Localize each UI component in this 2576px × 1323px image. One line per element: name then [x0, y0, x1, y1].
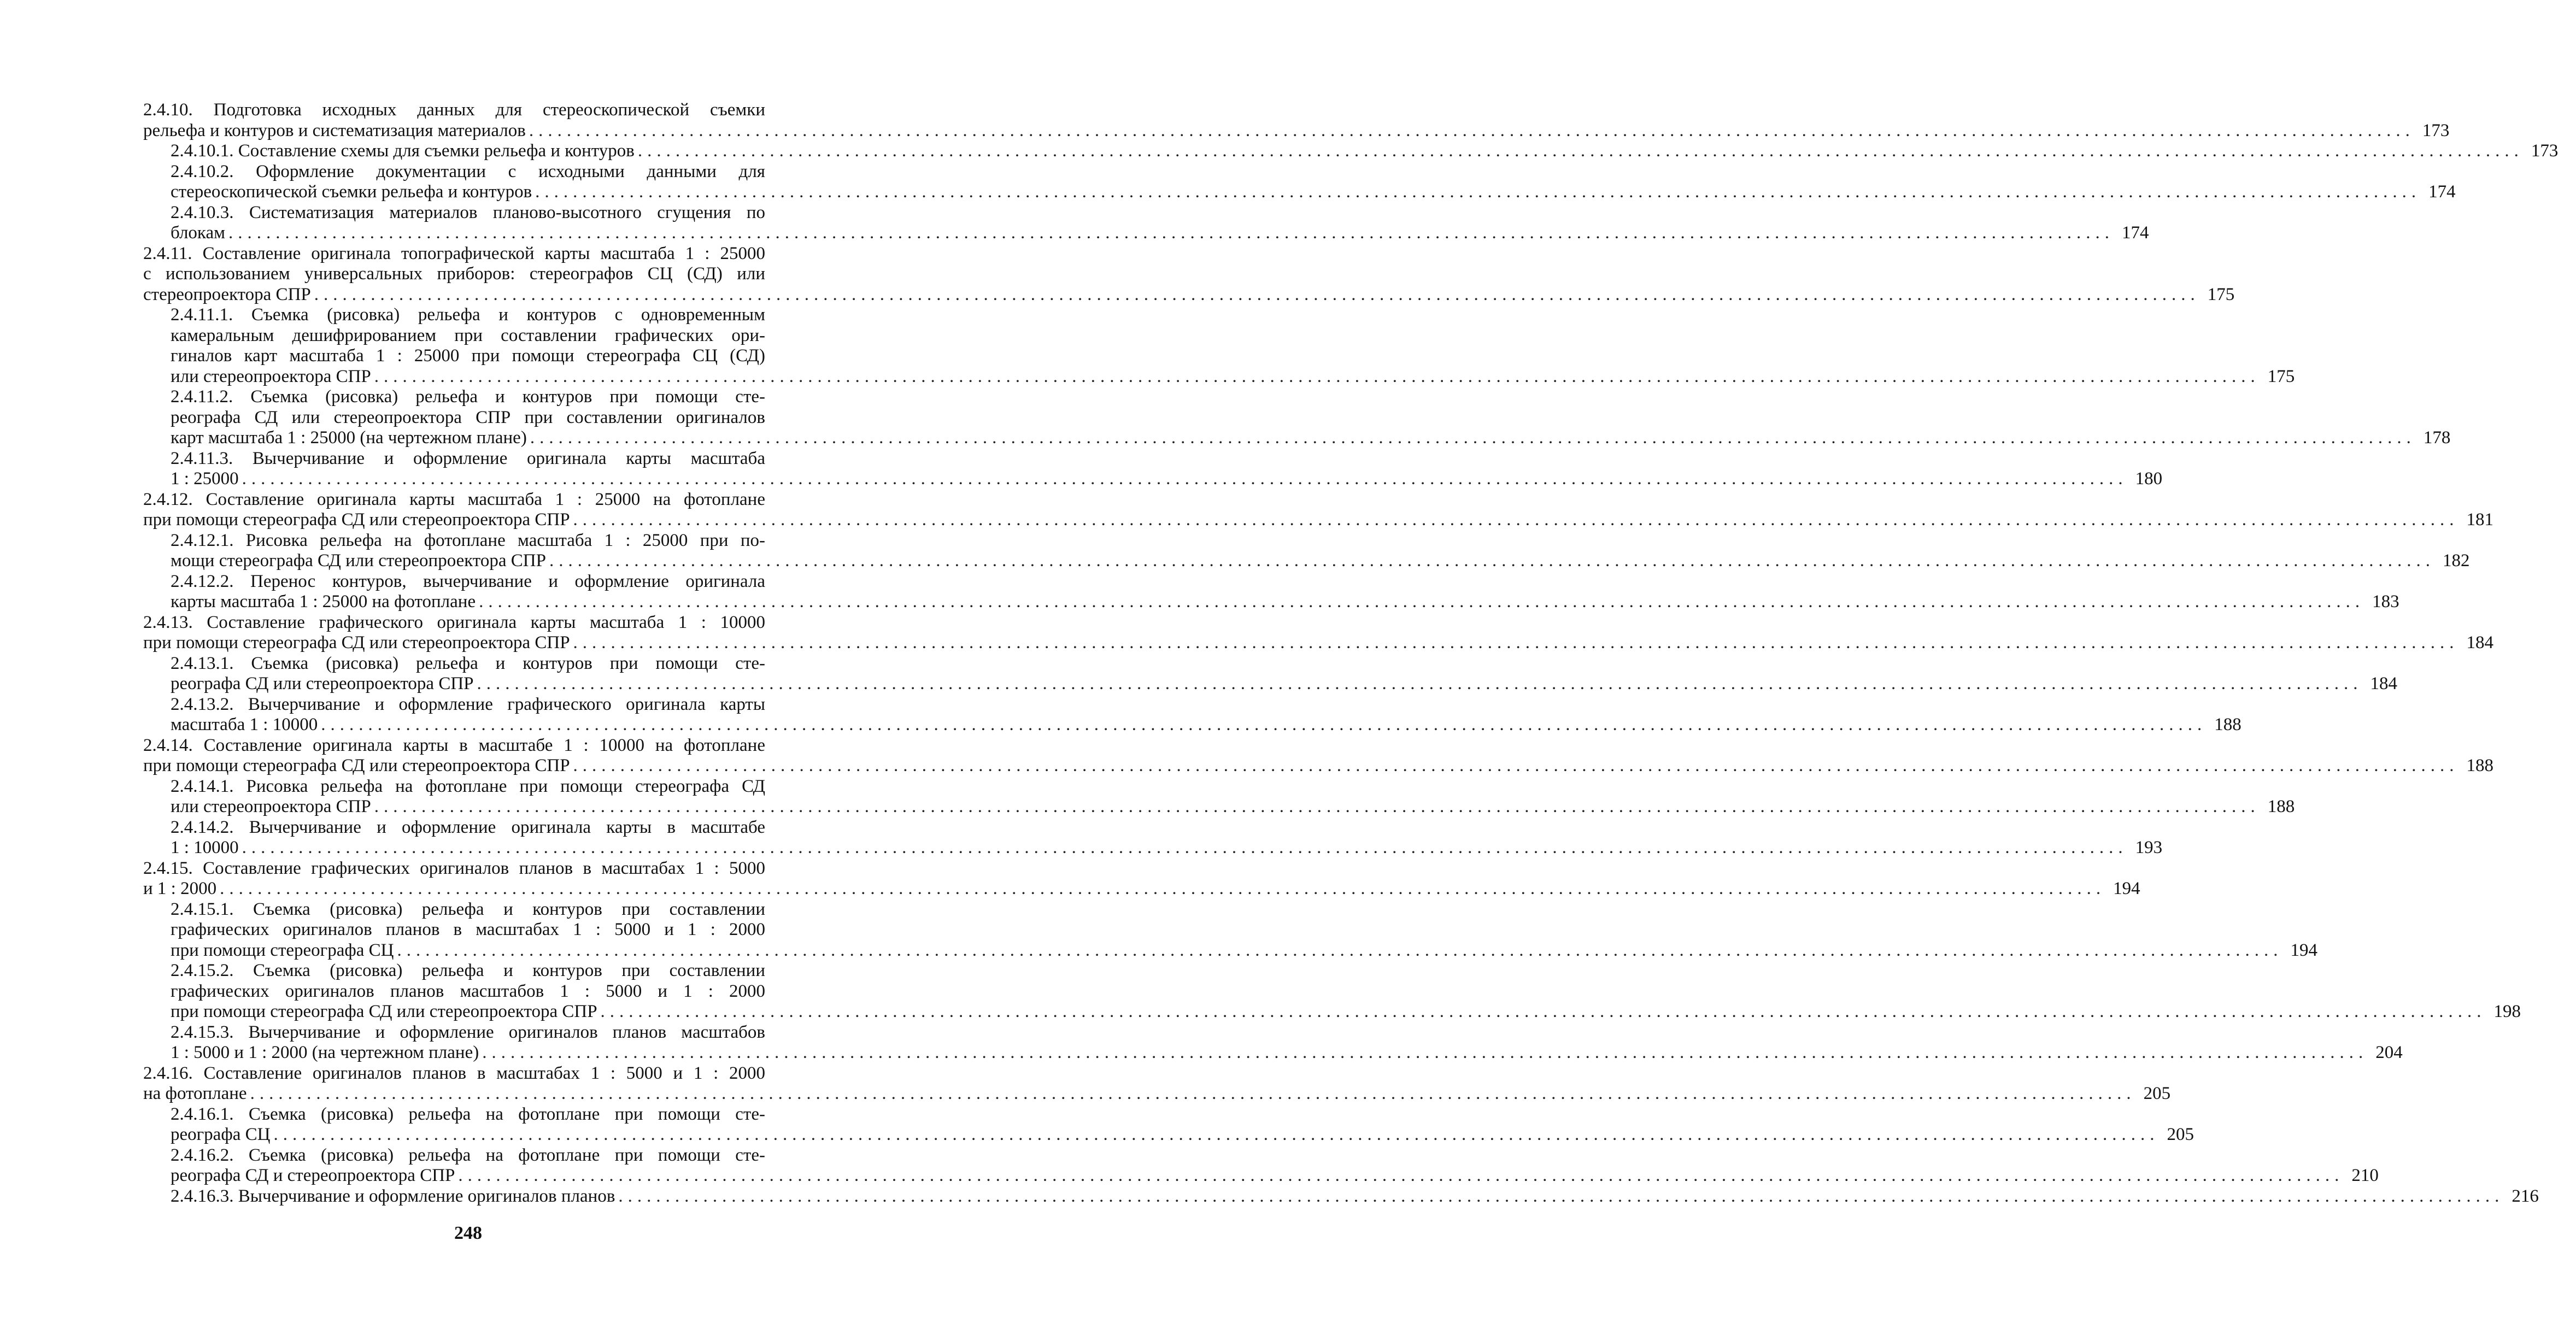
- toc-entry-last-line: [171, 1043, 2403, 1063]
- toc-entry-last-line: [171, 715, 2241, 736]
- toc-subsection-entry: [143, 817, 2163, 859]
- dot-leader: ........................................................................................................................................................................................................: [242, 838, 2128, 857]
- toc-entry-text: 2.4.16.3. Вычерчивание и оформление оригиналов планов: [171, 1186, 615, 1206]
- dot-leader: ........................................................................................................................................................................................................: [477, 674, 2363, 693]
- toc-entry-last-line: [171, 428, 2451, 449]
- dot-leader: ........................................................................................................................................................................................................: [228, 223, 2114, 243]
- dot-leader: ........................................................................................................................................................................................................: [549, 551, 2435, 571]
- toc-entry-text: 1 : 10000: [171, 838, 239, 857]
- dot-leader: ........................................................................................................................................................................................................: [458, 1166, 2344, 1185]
- table-of-contents: [143, 100, 2559, 1207]
- toc-entry-line: 2.4.11. Составление оригинала топографической карты масштаба 1 : 25000: [143, 243, 765, 263]
- toc-entry-text: 1 : 25000: [171, 469, 239, 489]
- dot-leader: ........................................................................................................................................................................................................: [573, 633, 2459, 652]
- toc-entry-line: 2.4.12.1. Рисовка рельефа на фотоплане масштаба 1 : 25000 при по-: [171, 530, 765, 550]
- toc-entry-text: стереоскопической съемки рельефа и контуров: [171, 182, 532, 202]
- toc-entry-last-line: [171, 797, 2295, 818]
- toc-entry-line: 2.4.10.3. Систематизация материалов планово-высотного сгущения по: [171, 202, 765, 222]
- toc-section-entry: [143, 735, 2494, 777]
- toc-entry-last-line: [171, 940, 2317, 961]
- toc-entry-last-line: [171, 182, 2456, 203]
- toc-page-number: 173: [2422, 120, 2450, 140]
- toc-subsection-entry: [143, 1022, 2403, 1063]
- toc-entry-text: при помощи стереографа СД или стереопроектора СПР: [143, 510, 570, 530]
- toc-entry-line: 2.4.15. Составление графических оригиналов планов в масштабах 1 : 5000: [143, 858, 765, 878]
- toc-entry-last-line: [171, 551, 2470, 572]
- toc-entry-line: 2.4.11.2. Съемка (рисовка) рельефа и контуров при помощи сте-: [171, 387, 765, 407]
- toc-page-number: 198: [2493, 1002, 2521, 1021]
- toc-page-number: 188: [2466, 756, 2494, 775]
- toc-page-number: 216: [2512, 1186, 2539, 1206]
- toc-page-number: 178: [2423, 428, 2451, 448]
- toc-entry-last-line: [143, 1084, 2171, 1104]
- toc-entry-last-line: [143, 633, 2494, 654]
- toc-entry-line: 2.4.16. Составление оригиналов планов в масштабах 1 : 5000 и 1 : 2000: [143, 1063, 765, 1083]
- dot-leader: ........................................................................................................................................................................................................: [374, 366, 2260, 386]
- toc-entry-line: гиналов карт масштаба 1 : 25000 при помощи стереографа СЦ (СД): [171, 346, 765, 366]
- toc-subsection-entry: [143, 694, 2241, 736]
- dot-leader: ........................................................................................................................................................................................................: [479, 592, 2365, 611]
- dot-leader: ........................................................................................................................................................................................................: [600, 1002, 2486, 1021]
- toc-subsection-entry: [143, 1186, 2539, 1207]
- toc-section-entry: [143, 1063, 2171, 1104]
- toc-page-number: 174: [2428, 182, 2456, 202]
- toc-entry-line: 2.4.14.2. Вычерчивание и оформление оригинала карты в масштабе: [171, 817, 765, 837]
- toc-page-number: 193: [2135, 838, 2163, 857]
- toc-entry-text: реографа СД или стереопроектора СПР: [171, 674, 474, 693]
- dot-leader: ........................................................................................................................................................................................................: [637, 141, 2524, 161]
- dot-leader: ........................................................................................................................................................................................................: [220, 879, 2106, 898]
- toc-page-number: 175: [2207, 284, 2235, 304]
- toc-entry-text: 1 : 5000 и 1 : 2000 (на чертежном плане): [171, 1043, 479, 1062]
- toc-page-number: 204: [2375, 1043, 2403, 1062]
- toc-subsection-entry: [143, 653, 2398, 695]
- toc-entry-line: 2.4.15.3. Вычерчивание и оформление оригиналов планов масштабов: [171, 1022, 765, 1042]
- dot-leader: ........................................................................................................................................................................................................: [482, 1043, 2368, 1062]
- dot-leader: ........................................................................................................................................................................................................: [321, 715, 2207, 734]
- toc-entry-text: при помощи стереографа СЦ: [171, 940, 394, 960]
- toc-entry-last-line: [171, 1002, 2521, 1022]
- toc-entry-text: или стереопроектора СПР: [171, 366, 371, 386]
- toc-entry-line: 2.4.14. Составление оригинала карты в масштабе 1 : 10000 на фотоплане: [143, 735, 765, 755]
- dot-leader: ........................................................................................................................................................................................................: [618, 1186, 2504, 1206]
- dot-leader: ........................................................................................................................................................................................................: [529, 120, 2415, 140]
- dot-leader: ........................................................................................................................................................................................................: [250, 1084, 2136, 1103]
- toc-entry-line: 2.4.16.2. Съемка (рисовка) рельефа на фотоплане при помощи сте-: [171, 1145, 765, 1165]
- dot-leader: ........................................................................................................................................................................................................: [530, 428, 2416, 448]
- toc-page-number: 194: [2113, 879, 2140, 898]
- toc-entry-last-line: [171, 469, 2163, 490]
- toc-entry-line: 2.4.12. Составление оригинала карты масштаба 1 : 25000 на фотоплане: [143, 489, 765, 509]
- toc-entry-line: 2.4.11.3. Вычерчивание и оформление оригинала карты масштаба: [171, 448, 765, 468]
- toc-entry-last-line: [143, 120, 2450, 142]
- toc-subsection-entry: [143, 571, 2399, 613]
- toc-entry-line: камеральным дешифрированием при составлении графических ори-: [171, 325, 765, 345]
- toc-entry-line: 2.4.14.1. Рисовка рельефа на фотоплане при помощи стереографа СД: [171, 776, 765, 796]
- toc-subsection-entry: [143, 202, 2149, 244]
- toc-entry-last-line: [171, 141, 2559, 162]
- toc-page-number: 205: [2143, 1084, 2171, 1103]
- toc-entry-line: 2.4.13.1. Съемка (рисовка) рельефа и контуров при помощи сте-: [171, 653, 765, 673]
- toc-entry-text: мощи стереографа СД или стереопроектора СПР: [171, 551, 546, 571]
- toc-entry-text: или стереопроектора СПР: [171, 797, 371, 816]
- toc-entry-last-line: [143, 879, 2140, 899]
- toc-entry-line: реографа СД или стереопроектора СПР при составлении оригиналов: [171, 407, 765, 427]
- toc-entry-text: при помощи стереографа СД или стереопроектора СПР: [143, 633, 570, 652]
- toc-entry-text: стереопроектора СПР: [143, 284, 311, 304]
- toc-page-number: 181: [2466, 510, 2494, 530]
- toc-entry-line: 2.4.10.2. Оформление документации с исходными данными для: [171, 161, 765, 181]
- toc-page-number: 205: [2167, 1125, 2194, 1144]
- toc-entry-last-line: [171, 1125, 2194, 1145]
- dot-leader: ........................................................................................................................................................................................................: [314, 284, 2200, 304]
- toc-page-number: 188: [2267, 797, 2295, 816]
- toc-page-number: 180: [2135, 469, 2163, 489]
- toc-entry-text: при помощи стереографа СД или стереопроектора СПР: [143, 756, 570, 775]
- toc-entry-text: блокам: [171, 223, 225, 243]
- toc-entry-line: графических оригиналов планов масштабов 1 : 5000 и 1 : 2000: [171, 981, 765, 1001]
- toc-page-number: 173: [2531, 141, 2559, 161]
- toc-entry-line: 2.4.16.1. Съемка (рисовка) рельефа на фотоплане при помощи сте-: [171, 1104, 765, 1124]
- page-number: 248: [454, 1223, 482, 1243]
- dot-leader: ........................................................................................................................................................................................................: [573, 510, 2459, 530]
- toc-section-entry: [143, 243, 2235, 305]
- toc-subsection-entry: [143, 776, 2295, 818]
- toc-entry-last-line: [171, 1166, 2379, 1186]
- toc-subsection-entry: [143, 161, 2456, 203]
- toc-entry-line: 2.4.10. Подготовка исходных данных для стереоскопической съемки: [143, 100, 765, 120]
- toc-entry-last-line: [171, 223, 2149, 244]
- toc-entry-last-line: [143, 756, 2494, 777]
- toc-entry-text: реографа СД и стереопроектора СПР: [171, 1166, 455, 1185]
- toc-page-number: 183: [2372, 592, 2399, 611]
- dot-leader: ........................................................................................................................................................................................................: [273, 1125, 2160, 1144]
- dot-leader: ........................................................................................................................................................................................................: [535, 182, 2421, 202]
- toc-subsection-entry: [143, 448, 2163, 490]
- toc-entry-last-line: [171, 1186, 2539, 1207]
- toc-subsection-entry: [143, 305, 2295, 387]
- toc-page-number: 188: [2214, 715, 2241, 734]
- toc-entry-line: 2.4.11.1. Съемка (рисовка) рельефа и контуров с одновременным: [171, 305, 765, 325]
- dot-leader: ........................................................................................................................................................................................................: [374, 797, 2260, 816]
- dot-leader: ........................................................................................................................................................................................................: [242, 469, 2128, 489]
- toc-subsection-entry: [143, 387, 2451, 449]
- toc-entry-last-line: [171, 592, 2399, 613]
- toc-subsection-entry: [143, 141, 2559, 162]
- toc-entry-last-line: [171, 366, 2295, 387]
- toc-entry-line: с использованием универсальных приборов: стереографов СЦ (СД) или: [143, 264, 765, 284]
- toc-entry-text: реографа СЦ: [171, 1125, 271, 1144]
- toc-entry-text: рельефа и контуров и систематизация материалов: [143, 120, 526, 140]
- toc-entry-line: 2.4.15.2. Съемка (рисовка) рельефа и контуров при составлении: [171, 961, 765, 980]
- toc-entry-text: и 1 : 2000: [143, 879, 217, 898]
- toc-subsection-entry: [143, 530, 2470, 572]
- toc-subsection-entry: [143, 1104, 2194, 1145]
- toc-section-entry: [143, 100, 2450, 141]
- toc-page-number: 210: [2351, 1166, 2379, 1185]
- toc-section-entry: [143, 858, 2140, 899]
- toc-subsection-entry: [143, 899, 2317, 961]
- toc-entry-line: 2.4.15.1. Съемка (рисовка) рельефа и контуров при составлении: [171, 899, 765, 919]
- toc-subsection-entry: [143, 1145, 2379, 1186]
- toc-entry-last-line: [171, 838, 2163, 859]
- toc-entry-text: масштаба 1 : 10000: [171, 715, 318, 734]
- toc-entry-text: на фотоплане: [143, 1084, 247, 1103]
- toc-entry-text: 2.4.10.1. Составление схемы для съемки рельефа и контуров: [171, 141, 635, 161]
- toc-page-number: 174: [2122, 223, 2149, 243]
- toc-entry-last-line: [143, 510, 2494, 531]
- toc-page-number: 194: [2290, 940, 2317, 960]
- toc-section-entry: [143, 612, 2494, 654]
- toc-entry-text: при помощи стереографа СД или стереопроектора СПР: [171, 1002, 597, 1021]
- toc-entry-text: карт масштаба 1 : 25000 (на чертежном плане): [171, 428, 527, 448]
- toc-subsection-entry: [143, 961, 2521, 1022]
- toc-entry-line: графических оригиналов планов в масштабах 1 : 5000 и 1 : 2000: [171, 920, 765, 939]
- toc-page-number: 182: [2442, 551, 2470, 571]
- toc-section-entry: [143, 489, 2494, 531]
- toc-entry-last-line: [143, 284, 2235, 305]
- toc-entry-line: 2.4.13.2. Вычерчивание и оформление графического оригинала карты: [171, 694, 765, 714]
- toc-entry-text: карты масштаба 1 : 25000 на фотоплане: [171, 592, 476, 611]
- toc-entry-line: 2.4.13. Составление графического оригинала карты масштаба 1 : 10000: [143, 612, 765, 632]
- toc-page-number: 184: [2466, 633, 2494, 652]
- dot-leader: ........................................................................................................................................................................................................: [397, 940, 2283, 960]
- toc-entry-line: 2.4.12.2. Перенос контуров, вычерчивание и оформление оригинала: [171, 571, 765, 591]
- toc-entry-last-line: [171, 674, 2398, 695]
- toc-page-number: 175: [2267, 366, 2295, 386]
- toc-page-number: 184: [2370, 674, 2398, 693]
- dot-leader: ........................................................................................................................................................................................................: [573, 756, 2459, 775]
